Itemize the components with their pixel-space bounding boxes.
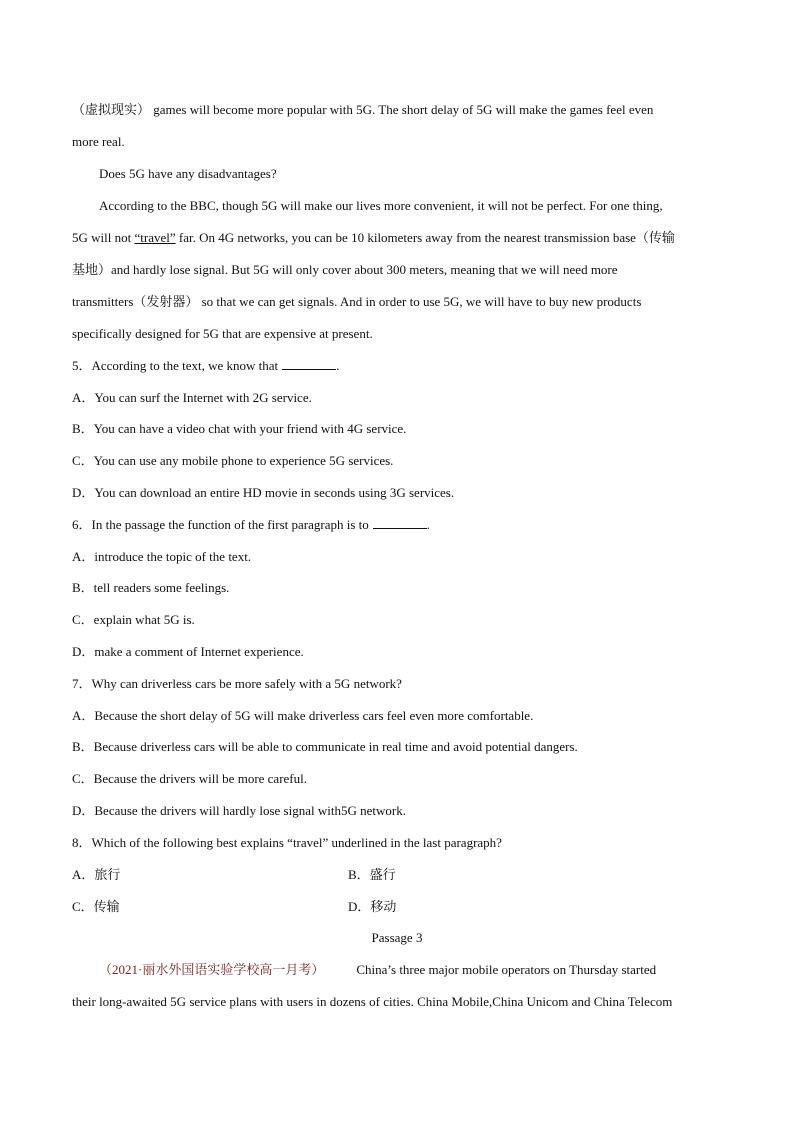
para-vr-line-1: （虚拟现实） games will become more popular with 5G. The short delay of 5G will make the games feel even [72,102,654,117]
passage-3-line-1-rest: China’s three major mobile operators on Thursday started [356,962,657,977]
para-vr-line-2: more real. [72,134,125,149]
q7-option-a: A．Because the short delay of 5G will make driverless cars feel even more comfortable. [72,708,534,723]
para-bbc-line-2-post: far. On 4G networks, you can be 10 kilometers away from the nearest transmission base（传输 [175,230,675,245]
q5-option-c: C．You can use any mobile phone to experience 5G services. [72,453,394,468]
passage-3-title: Passage 3 [371,930,423,945]
q5-option-d: D．You can download an entire HD movie in seconds using 3G services. [72,485,455,500]
passage-3-line-2: their long-awaited 5G service plans with users in dozens of cities. China Mobile,China Unicom and China Telecom [72,994,673,1009]
q6-stem-text: 6．In the passage the function of the first paragraph is to [72,517,369,532]
q5-answer-blank [282,357,336,370]
q8-stem: 8．Which of the following best explains “travel” underlined in the last paragraph? [72,835,502,850]
q5-stem-end: . [336,358,340,373]
q6-stem-end: . [426,517,430,532]
q5-stem-text: 5．According to the text, we know that [72,358,279,373]
q6-option-a: A．introduce the topic of the text. [72,549,252,564]
question-disadvantages: Does 5G have any disadvantages? [99,166,277,181]
q6-option-c: C．explain what 5G is. [72,612,195,627]
underlined-travel: “travel” [134,230,176,245]
para-bbc-line-2 [72,229,675,247]
q5-option-a: A．You can surf the Internet with 2G service. [72,390,312,405]
q8-option-c: C．传输 [72,899,120,914]
passage-3-source: （2021·丽水外国语实验学校高一月考） [99,962,325,977]
q5-stem [72,357,339,375]
q8-option-d: D．移动 [348,899,397,914]
para-bbc-line-4: transmitters（发射器） so that we can get signals. And in order to use 5G, we will have to buy new products [72,294,642,309]
q6-option-b: B．tell readers some feelings. [72,580,230,595]
passage-3-line-1 [99,961,656,979]
q7-option-d: D．Because the drivers will hardly lose signal with5G network. [72,803,406,818]
para-bbc-line-1: According to the BBC, though 5G will make our lives more convenient, it will not be perfect. For one thing, [99,198,663,213]
q8-option-b: B．盛行 [348,867,396,882]
q5-option-b: B．You can have a video chat with your friend with 4G service. [72,421,407,436]
q7-option-c: C．Because the drivers will be more careful. [72,771,307,786]
q6-answer-blank [373,516,427,529]
q7-option-b: B．Because driverless cars will be able to communicate in real time and avoid potential dangers. [72,739,578,754]
para-bbc-line-3: 基地）and hardly lose signal. But 5G will only cover about 300 meters, meaning that we will need more [72,262,618,277]
q6-option-d: D．make a comment of Internet experience. [72,644,304,659]
q6-stem [72,516,430,534]
q7-stem: 7．Why can driverless cars be more safely with a 5G network? [72,676,402,691]
q8-option-a: A．旅行 [72,867,121,882]
para-bbc-line-2-pre: 5G will not [72,230,135,245]
para-bbc-line-5: specifically designed for 5G that are expensive at present. [72,326,373,341]
